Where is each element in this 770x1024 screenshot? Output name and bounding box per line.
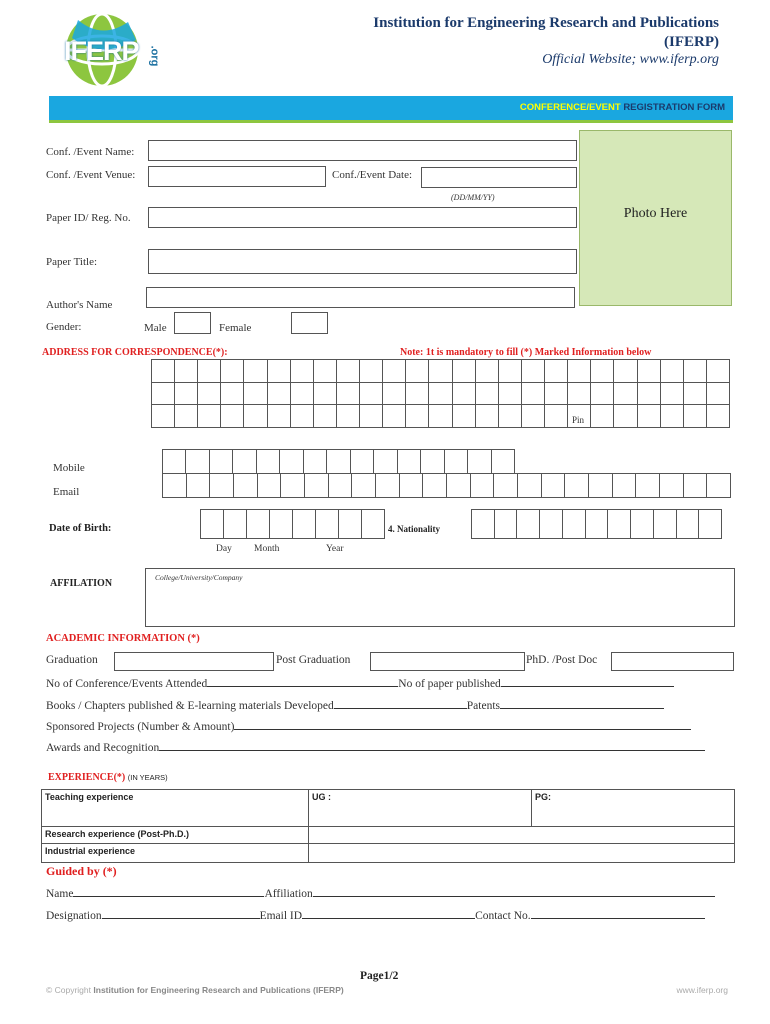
event-name-input[interactable] (148, 140, 577, 161)
patents-input[interactable] (500, 697, 664, 709)
guided-heading: Guided by (*) (46, 864, 117, 878)
conferences-row (46, 675, 674, 690)
copyright-text: Institution for Engineering Research and Publications (IFERP) (93, 985, 344, 995)
page-number: Page1/2 (360, 970, 399, 982)
female-checkbox[interactable] (291, 312, 328, 334)
mobile-label: Mobile (53, 462, 85, 474)
dob-grid[interactable] (201, 510, 385, 539)
event-venue-label: Conf. /Event Venue: (46, 169, 136, 181)
event-venue-input[interactable] (148, 166, 326, 187)
paper-id-input[interactable] (148, 207, 577, 228)
affiliation-label: AFFILATION (50, 578, 113, 589)
guided-email-label: Email ID (259, 910, 303, 922)
email-label: Email (53, 486, 80, 498)
books-input[interactable] (334, 697, 467, 709)
experience-title: EXPERIENCE(*) (48, 772, 126, 783)
awards-label: Awards and Recognition (46, 742, 160, 754)
copyright-symbol: © Copyright (46, 985, 92, 995)
research-input[interactable] (309, 827, 735, 844)
male-checkbox[interactable] (174, 312, 211, 334)
authors-name-label: Author's Name (46, 299, 113, 311)
guided-designation-row (46, 907, 705, 922)
female-label: Female (219, 322, 252, 334)
guided-designation-label: Designation (46, 910, 102, 922)
guided-affiliation-input[interactable] (313, 885, 715, 897)
mobile-grid[interactable] (163, 450, 515, 474)
guided-designation-input[interactable] (102, 907, 260, 919)
phd-input[interactable] (611, 652, 734, 671)
patents-label: Patents (466, 700, 500, 712)
affiliation-placeholder: College/University/Company (155, 573, 243, 582)
experience-unit: (IN YEARS) (127, 773, 168, 782)
dob-year-label: Year (326, 544, 344, 554)
guided-contact-label: Contact No. (475, 910, 531, 922)
papers-label: No of paper published (398, 678, 501, 690)
papers-input[interactable] (501, 675, 674, 687)
graduation-input[interactable] (114, 652, 274, 671)
dob-month-label: Month (254, 544, 280, 554)
banner-title (520, 102, 725, 113)
banner-title-part1: CONFERENCE/EVENT (519, 102, 621, 113)
graduation-label: Graduation (46, 654, 98, 666)
dob-day-label: Day (216, 544, 232, 554)
logo-suffix: .org (148, 45, 161, 67)
nationality-label: 4. Nationality (388, 524, 441, 534)
pin-label: Pin (572, 415, 585, 425)
banner-green-stripe (49, 120, 733, 123)
post-graduation-input[interactable] (370, 652, 525, 671)
event-date-label: Conf./Event Date: (332, 169, 413, 181)
awards-input[interactable] (159, 739, 705, 751)
gender-label: Gender: (46, 321, 82, 333)
books-row (46, 697, 664, 712)
academic-heading: ACADEMIC INFORMATION (*) (46, 633, 200, 644)
post-graduation-label: Post Graduation (276, 654, 351, 666)
paper-title-label: Paper Title: (46, 256, 98, 268)
nationality-grid[interactable] (472, 510, 722, 539)
experience-table (41, 789, 735, 863)
org-abbr: (IFERP) (664, 34, 719, 50)
copyright (46, 985, 344, 995)
guided-email-input[interactable] (302, 907, 475, 919)
pg-cell[interactable]: PG: (532, 790, 735, 827)
org-name: Institution for Engineering Research and Publications (373, 15, 719, 31)
phd-label: PhD. /Post Doc (526, 654, 598, 666)
banner-title-part2: REGISTRATION FORM (623, 102, 725, 113)
guided-name-input[interactable] (73, 885, 264, 897)
address-grid[interactable] (152, 360, 730, 428)
teaching-label: Teaching experience (42, 790, 309, 827)
guided-affiliation-label: Affiliation (264, 888, 313, 900)
conferences-input[interactable] (207, 675, 398, 687)
logo-text: IFERP (64, 36, 139, 66)
dob-label: Date of Birth: (49, 523, 112, 534)
experience-heading (48, 772, 168, 783)
awards-row (46, 739, 705, 754)
industrial-input[interactable] (309, 844, 735, 863)
books-label: Books / Chapters published & E-learning materials Developed (46, 700, 334, 712)
projects-input[interactable] (234, 718, 691, 730)
projects-row (46, 718, 691, 733)
date-format-hint: (DD/MM/YY) (451, 193, 495, 202)
guided-name-label: Name (46, 888, 74, 900)
event-date-input[interactable] (421, 167, 577, 188)
paper-title-input[interactable] (148, 249, 577, 274)
logo (58, 10, 170, 90)
mandatory-note: Note: 1t is mandatory to fill (*) Marked Information below (400, 347, 652, 358)
guided-name-row (46, 885, 715, 900)
address-heading: ADDRESS FOR CORRESPONDENCE(*): (42, 347, 228, 358)
event-name-label: Conf. /Event Name: (46, 146, 135, 158)
authors-name-input[interactable] (146, 287, 575, 308)
research-label: Research experience (Post-Ph.D.) (42, 827, 309, 844)
conferences-label: No of Conference/Events Attended (46, 678, 208, 690)
footer-site: www.iferp.org (676, 985, 728, 995)
paper-id-label: Paper ID/ Reg. No. (46, 212, 131, 224)
industrial-label: Industrial experience (42, 844, 309, 863)
male-label: Male (144, 322, 167, 334)
guided-contact-input[interactable] (531, 907, 705, 919)
official-website: Official Website; www.iferp.org (542, 52, 719, 67)
projects-label: Sponsored Projects (Number & Amount) (46, 721, 235, 733)
ug-cell[interactable]: UG : (309, 790, 532, 827)
photo-label: Photo Here (623, 206, 688, 221)
email-grid[interactable] (163, 474, 731, 498)
